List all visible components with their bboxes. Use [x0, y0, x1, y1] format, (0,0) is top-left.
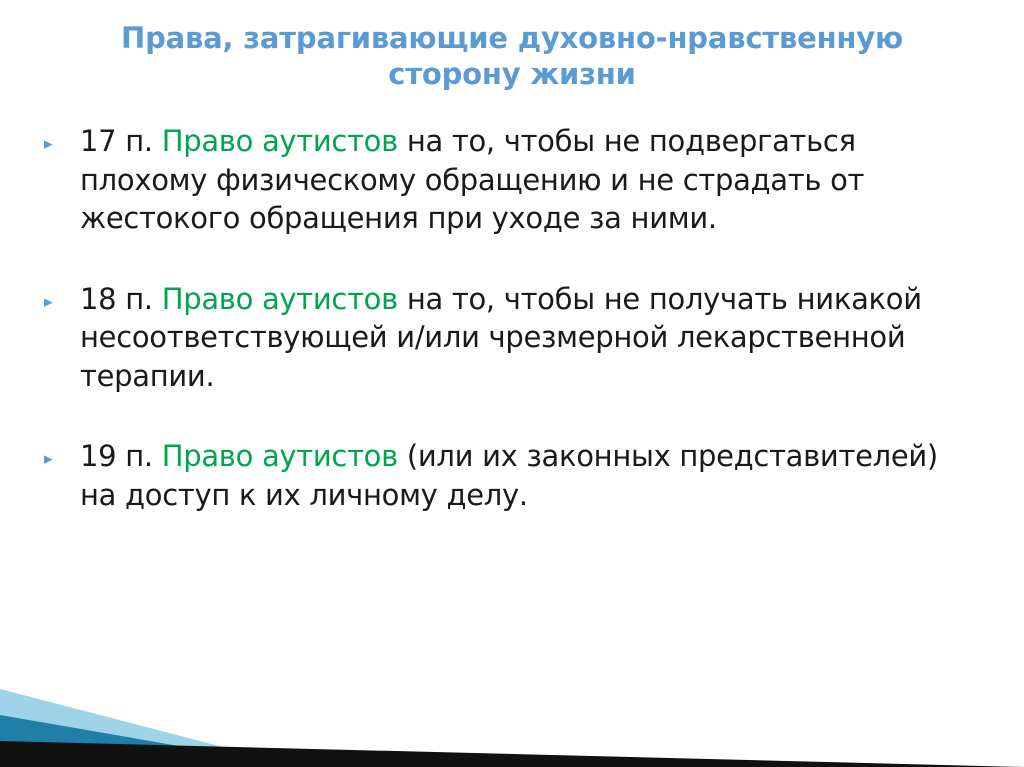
- page-title: Права, затрагивающие духовно-нравственную сторону жизни: [121, 21, 903, 92]
- list-item-rest: (или их законных представителей) на доступ к их личному делу.: [80, 439, 938, 512]
- deco-band-mid: [0, 715, 300, 767]
- bullet-list: [44, 122, 974, 557]
- bullet-arrow-icon: ▸: [44, 449, 53, 470]
- deco-band-light: [0, 689, 300, 767]
- corner-decoration: [0, 637, 1024, 767]
- list-item: [44, 280, 974, 396]
- list-item-text: [80, 437, 974, 514]
- list-item-text: [80, 122, 974, 238]
- list-item-lead: 17 п.: [80, 124, 162, 158]
- deco-band-dark: [0, 741, 1024, 767]
- list-item-rest: на то, чтобы не подвергаться плохому физическому обращению и не страдать от жестокого обращения при уходе за ними.: [80, 124, 865, 236]
- list-item-lead: 19 п.: [80, 439, 162, 474]
- bullet-arrow-icon: ▸: [44, 291, 53, 312]
- list-item: [44, 122, 974, 238]
- list-item-lead: 18 п.: [80, 281, 162, 316]
- list-item: [44, 437, 974, 514]
- list-item-rest: на то, чтобы не получать никакой несоответствующей и/или чрезмерной лекарственной терапии.: [80, 281, 922, 393]
- bullet-arrow-icon: ▸: [44, 134, 53, 154]
- list-item-text: [80, 280, 974, 396]
- list-item-highlight: Право аутистов: [161, 439, 398, 474]
- list-item-highlight: Право аутистов: [161, 124, 398, 158]
- list-item-highlight: Право аутистов: [161, 281, 398, 316]
